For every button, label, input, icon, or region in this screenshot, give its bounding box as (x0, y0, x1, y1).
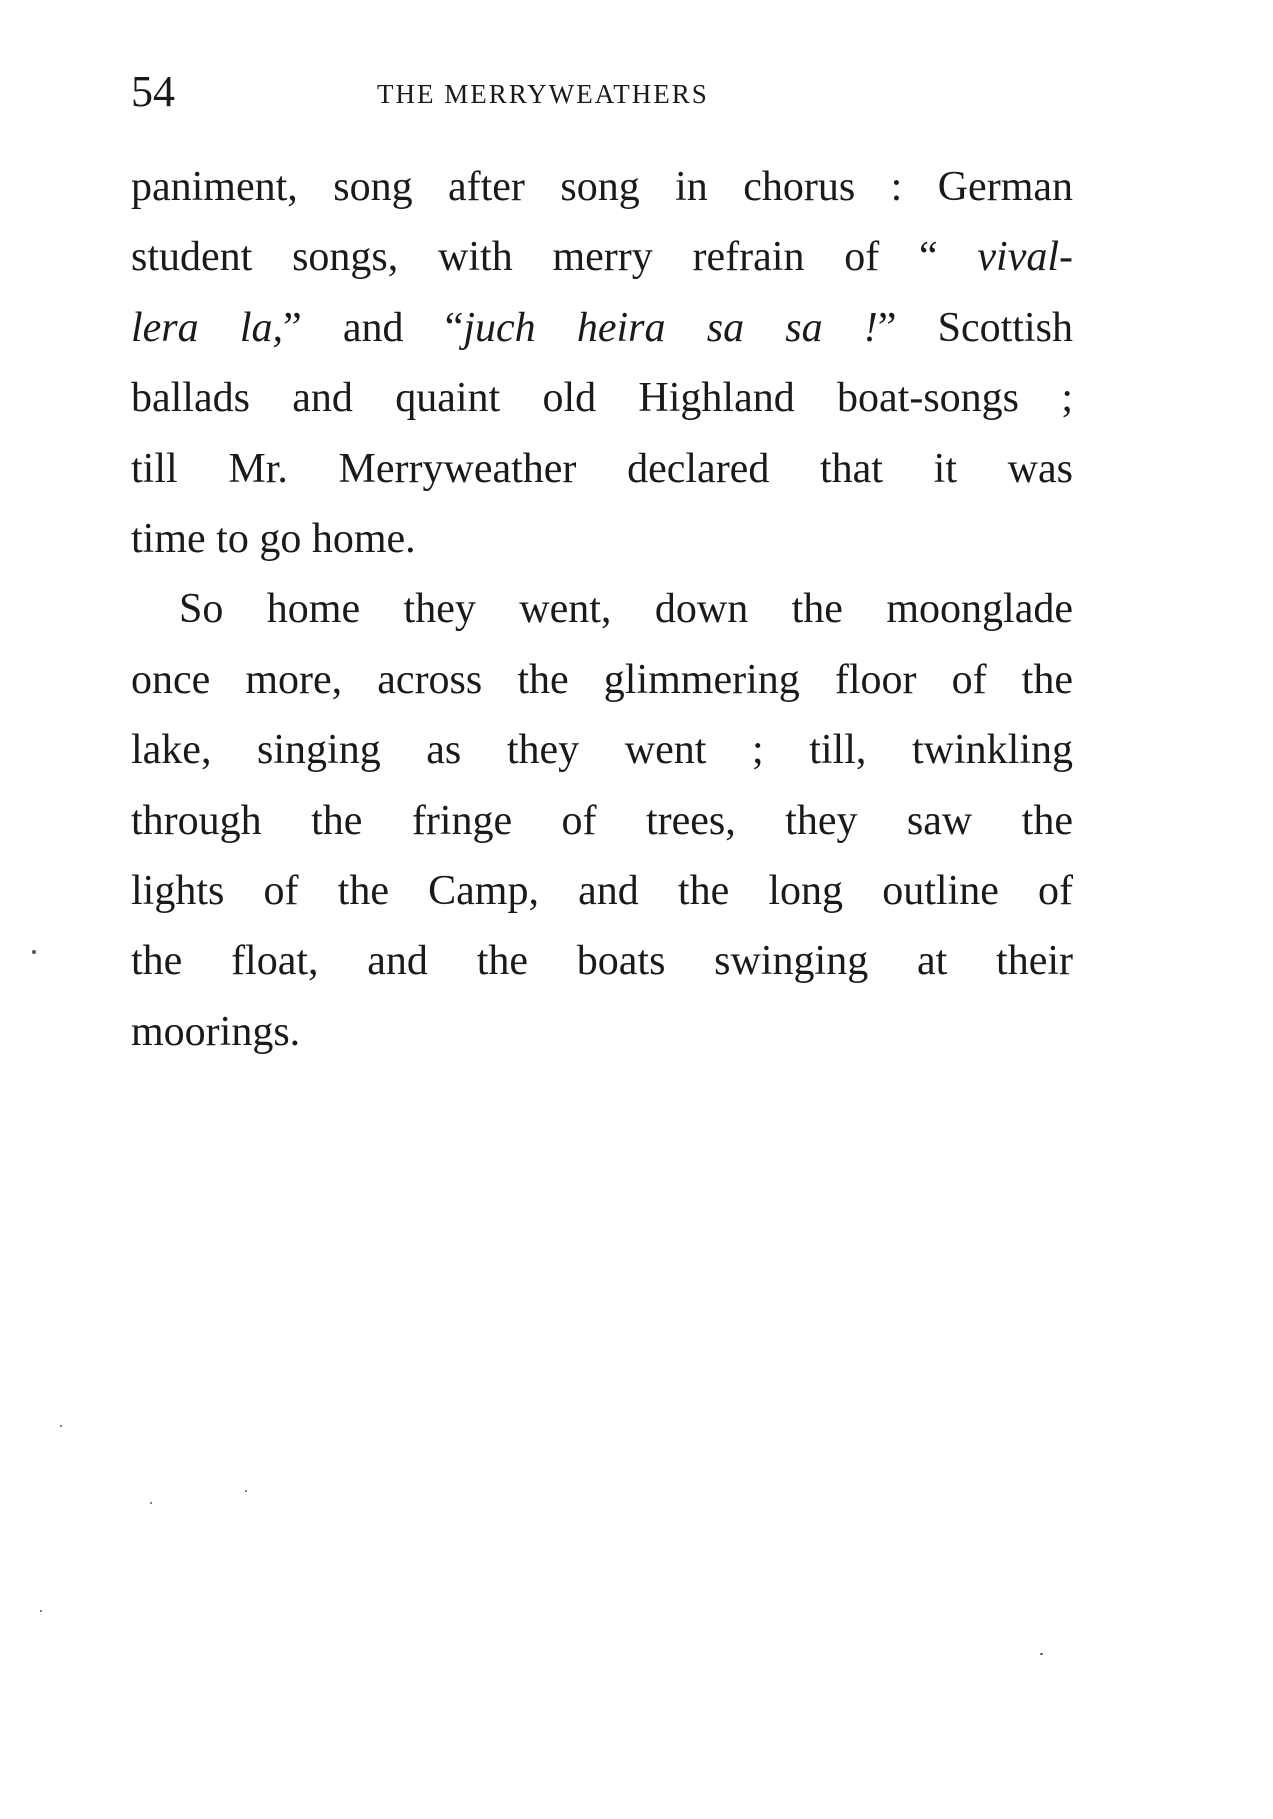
paragraph-1 (131, 152, 1073, 574)
text-line: till Mr. Merryweather declared that it was (131, 445, 1073, 492)
text-line: moorings. (131, 1008, 301, 1055)
text-line: through the fringe of trees, they saw the (131, 797, 1073, 844)
italic-text: juch heira sa sa ! (463, 304, 878, 351)
page-number: 54 (131, 67, 175, 116)
text-line: lake, singing as they went ; till, twinkling (131, 727, 1073, 774)
text-run: student songs, with merry refrain of “ (131, 234, 978, 281)
text-line: paniment, song after song in chorus : German (131, 164, 1073, 210)
text-line: ballads and quaint old Highland boat-songs ; (131, 375, 1073, 422)
scan-speck (1040, 1653, 1043, 1655)
scan-speck (40, 1610, 42, 1612)
text-line: time to go home. (131, 515, 416, 562)
text-line: lights of the Camp, and the long outline of (131, 867, 1073, 914)
text-line: So home they went, down the moonglade (179, 586, 1073, 633)
running-title: THE MERRYWEATHERS (377, 79, 709, 109)
paragraph-2 (131, 574, 1073, 1067)
italic-text: vival- (977, 234, 1073, 281)
text-line (131, 222, 1073, 292)
text-line (131, 293, 1073, 363)
body-text (131, 152, 1073, 1067)
running-head (131, 62, 1073, 122)
scan-speck (60, 1425, 62, 1427)
scan-speck (150, 1502, 152, 1504)
text-line: the float, and the boats swinging at their (131, 938, 1073, 985)
italic-text: lera la, (131, 304, 284, 351)
scan-speck (245, 1490, 247, 1492)
text-run: ” Scottish (877, 304, 1073, 351)
text-run: ” and “ (283, 304, 464, 351)
text-line: once more, across the glimmering floor of the (131, 656, 1073, 703)
scan-speck (32, 950, 36, 954)
